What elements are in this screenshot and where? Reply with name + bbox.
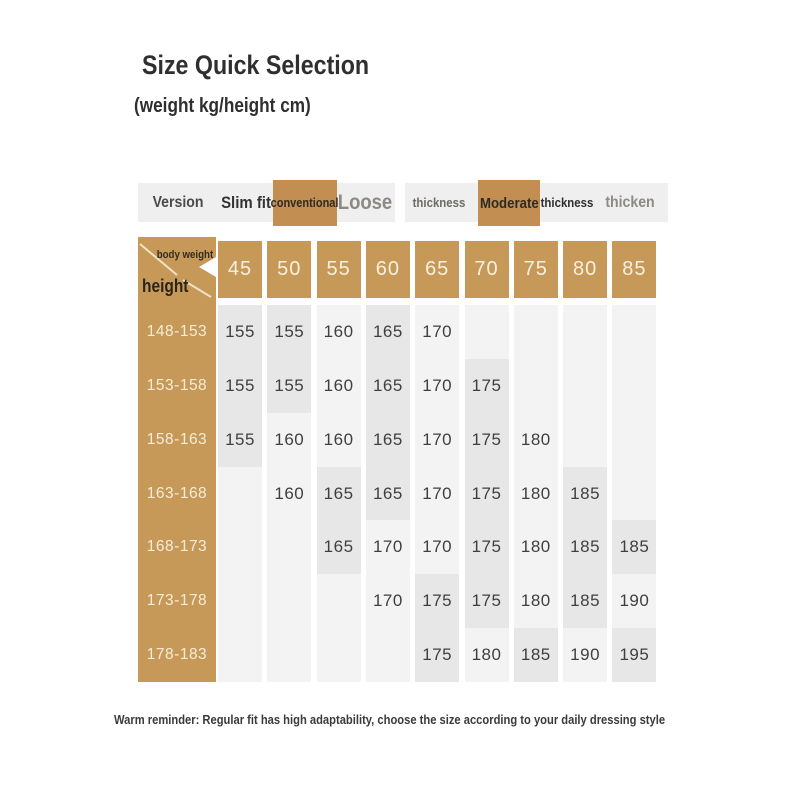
size-cell: 155 <box>218 305 262 359</box>
size-cell-empty <box>612 467 656 521</box>
weight-column-strip <box>317 305 361 682</box>
size-cell: 175 <box>415 574 459 628</box>
size-cell: 155 <box>218 413 262 467</box>
weight-header: 45 <box>218 241 262 298</box>
weight-column <box>415 237 459 682</box>
size-cell: 185 <box>514 628 558 682</box>
weight-column <box>465 237 509 682</box>
size-cell-empty <box>267 574 311 628</box>
height-row-label: 163-168 <box>146 484 208 502</box>
size-cell: 180 <box>520 429 551 449</box>
weight-column-strip <box>267 305 311 682</box>
option-thickness-mid[interactable]: thickness <box>540 195 594 210</box>
size-cell: 190 <box>619 591 650 611</box>
option-conventional-label: conventional <box>271 196 339 210</box>
size-cell-empty <box>563 305 607 359</box>
size-cell: 165 <box>317 467 361 521</box>
size-cell: 170 <box>372 591 403 611</box>
size-cell: 170 <box>422 537 453 557</box>
weight-header: 60 <box>366 241 410 298</box>
warm-reminder: Warm reminder: Regular fit has high adaptability, choose the size according to your daily dressing style <box>114 712 666 727</box>
size-cell-empty <box>218 628 262 682</box>
option-thickness-thin[interactable]: thickness <box>412 195 466 210</box>
height-row-label: 168-173 <box>146 538 208 556</box>
weight-column-strip <box>465 305 509 682</box>
size-cell-empty <box>612 305 656 359</box>
size-cell: 170 <box>422 321 453 341</box>
weight-column <box>612 237 656 682</box>
size-cell: 155 <box>267 305 311 359</box>
size-cell: 195 <box>612 628 656 682</box>
size-cell: 160 <box>323 321 354 341</box>
page-subtitle: (weight kg/height cm) <box>134 95 311 117</box>
weight-column-strip <box>415 305 459 682</box>
weight-header: 70 <box>465 241 509 298</box>
height-row-label: 148-153 <box>146 322 208 340</box>
size-cell-empty <box>563 359 607 413</box>
height-row-label: 158-163 <box>146 430 208 448</box>
weight-header: 55 <box>317 241 361 298</box>
size-cell-empty <box>465 305 509 359</box>
size-cell: 185 <box>563 574 607 628</box>
col-axis-label: body weight <box>156 249 213 261</box>
size-cell: 180 <box>520 483 551 503</box>
size-cell: 170 <box>422 483 453 503</box>
size-cell-empty <box>218 467 262 521</box>
weight-header: 65 <box>415 241 459 298</box>
option-moderate-selected[interactable] <box>478 180 540 226</box>
size-table <box>138 237 661 682</box>
option-loose[interactable]: Loose <box>337 191 393 214</box>
size-cell: 165 <box>366 359 410 413</box>
table-corner <box>138 237 216 305</box>
size-cell: 185 <box>612 520 656 574</box>
size-cell-empty <box>317 574 361 628</box>
height-row-label: 173-178 <box>146 592 208 610</box>
size-cell-empty <box>267 520 311 574</box>
weight-column-strip <box>218 305 262 682</box>
size-cell-empty <box>612 359 656 413</box>
size-cell: 185 <box>563 520 607 574</box>
height-row-label: 153-158 <box>146 376 208 394</box>
size-cell: 175 <box>465 520 509 574</box>
weight-column <box>317 237 361 682</box>
size-cell-empty <box>218 520 262 574</box>
weight-column <box>514 237 558 682</box>
option-conventional-selected[interactable] <box>273 180 337 226</box>
size-cell: 170 <box>372 537 403 557</box>
size-cell-empty <box>514 359 558 413</box>
version-label: Version <box>152 194 204 211</box>
size-cell: 180 <box>520 591 551 611</box>
size-cell-empty <box>218 574 262 628</box>
height-axis-column <box>138 237 216 682</box>
weight-column-strip <box>612 305 656 682</box>
size-cell: 155 <box>267 359 311 413</box>
weight-header: 50 <box>267 241 311 298</box>
weight-column-strip <box>366 305 410 682</box>
height-labels <box>138 305 216 682</box>
size-cell-empty <box>612 413 656 467</box>
size-cell-empty <box>563 413 607 467</box>
size-cell: 180 <box>520 537 551 557</box>
weight-column-strip <box>563 305 607 682</box>
weight-column-strip <box>514 305 558 682</box>
option-moderate-label: Moderate <box>479 194 539 212</box>
size-cell: 175 <box>465 574 509 628</box>
size-cell: 190 <box>570 645 601 665</box>
size-cell: 170 <box>422 375 453 395</box>
weight-header: 75 <box>514 241 558 298</box>
version-filter-bar <box>138 183 395 222</box>
size-cell: 165 <box>366 413 410 467</box>
height-row-label: 178-183 <box>146 646 208 664</box>
size-cell: 170 <box>422 429 453 449</box>
size-cell: 155 <box>218 359 262 413</box>
weight-header: 80 <box>563 241 607 298</box>
option-slim-fit[interactable]: Slim fit <box>221 193 271 212</box>
size-cell: 160 <box>274 429 305 449</box>
size-cell: 165 <box>317 520 361 574</box>
page-title: Size Quick Selection <box>142 50 370 80</box>
size-cell: 185 <box>563 467 607 521</box>
weight-column <box>218 237 262 682</box>
size-cell: 165 <box>366 305 410 359</box>
weight-column <box>267 237 311 682</box>
weight-column <box>563 237 607 682</box>
size-cell-empty <box>317 628 361 682</box>
size-cell-empty <box>514 305 558 359</box>
size-cell: 175 <box>465 413 509 467</box>
size-cell: 175 <box>415 628 459 682</box>
size-cell: 160 <box>274 483 305 503</box>
size-cell-empty <box>366 628 410 682</box>
size-cell: 180 <box>471 645 502 665</box>
size-cell: 160 <box>323 375 354 395</box>
size-cell: 175 <box>465 359 509 413</box>
size-cell: 175 <box>465 467 509 521</box>
weight-column <box>366 237 410 682</box>
weight-header: 85 <box>612 241 656 298</box>
size-cell: 160 <box>323 429 354 449</box>
thickness-filter-bar <box>405 183 668 222</box>
option-thicken[interactable]: thicken <box>605 194 655 211</box>
row-axis-label: height <box>142 276 189 296</box>
size-cell-empty <box>267 628 311 682</box>
size-cell: 165 <box>366 467 410 521</box>
